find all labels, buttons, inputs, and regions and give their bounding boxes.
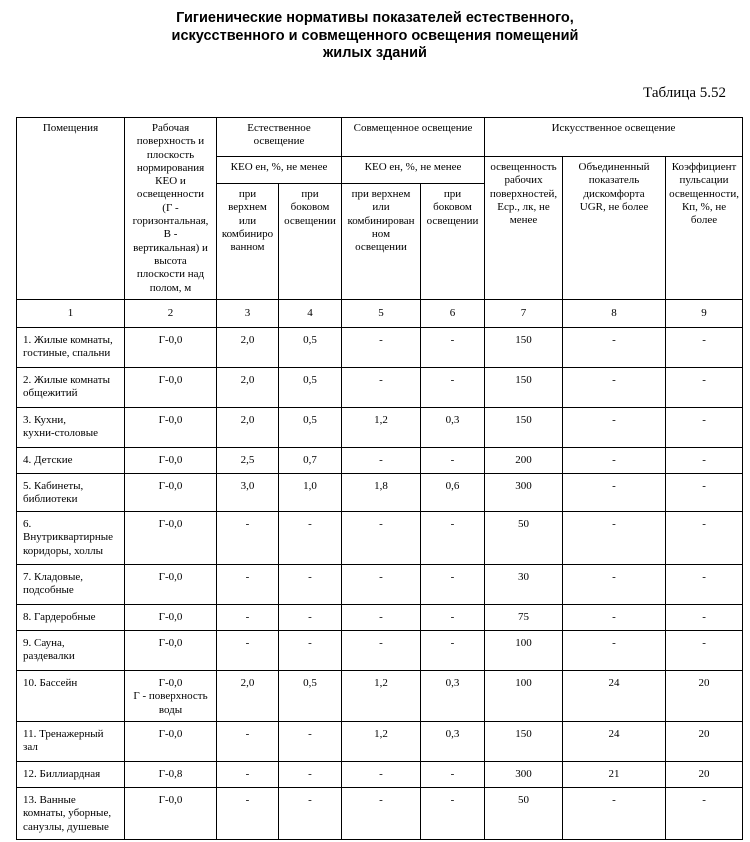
surface-cell	[125, 328, 217, 368]
value-cell-c9: -	[666, 474, 743, 512]
value-cell-c3: -	[217, 565, 279, 605]
table-caption: Таблица 5.52	[643, 85, 726, 101]
text-line: Г-0,0	[158, 794, 183, 806]
value-cell-c9: -	[666, 512, 743, 565]
surface-cell	[125, 448, 217, 474]
surface-cell	[125, 512, 217, 565]
value-cell-c9: -	[666, 631, 743, 671]
text-line: кухни-столовые	[23, 427, 98, 440]
header-combined: Совмещенное освещение	[342, 118, 485, 157]
text-line: или	[238, 214, 257, 227]
text-line: 9. Сауна,	[23, 637, 65, 649]
table-row	[17, 605, 743, 631]
value-cell-c5: 1,8	[342, 474, 421, 512]
value-cell-c3: -	[217, 605, 279, 631]
value-cell-c9: -	[666, 368, 743, 408]
table-row	[17, 671, 743, 722]
value-cell-c5: -	[342, 328, 421, 368]
text-line: Г - поверхность	[133, 690, 208, 703]
value-cell-c9: -	[666, 408, 743, 448]
surface-cell	[125, 474, 217, 512]
text-line: нормирования	[136, 161, 205, 174]
value-cell-c5: -	[342, 448, 421, 474]
text-line: 3. Кухни,	[23, 414, 67, 426]
surface-cell	[125, 408, 217, 448]
table-row	[17, 788, 743, 840]
text-line: Г-0,0	[158, 374, 183, 386]
value-cell-c8: 24	[563, 671, 666, 722]
value-cell-c6: 0,3	[421, 671, 485, 722]
value-cell-c4: -	[279, 512, 342, 565]
value-cell-c4: 0,5	[279, 368, 342, 408]
text-line: при	[443, 188, 462, 200]
value-cell-c7: 30	[485, 565, 563, 605]
value-cell-c8: -	[563, 605, 666, 631]
text-line: полом, м	[149, 281, 192, 294]
text-line: ном	[371, 227, 391, 240]
value-cell-c4: -	[279, 762, 342, 788]
text-line: поверхностей,	[489, 187, 558, 200]
value-cell-c5: 1,2	[342, 408, 421, 448]
value-cell-c6: 0,6	[421, 474, 485, 512]
value-cell-c7: 50	[485, 788, 563, 840]
header-keo-combined: КЕО ен, %, не менее	[342, 157, 485, 184]
table-row	[17, 762, 743, 788]
value-cell-c5: 1,2	[342, 671, 421, 722]
text-line: боковом	[290, 201, 330, 214]
value-cell-c9: -	[666, 328, 743, 368]
table-row	[17, 328, 743, 368]
text-line: или	[372, 201, 390, 214]
value-cell-c6: -	[421, 565, 485, 605]
column-number: 7	[485, 300, 563, 328]
value-cell-c9: -	[666, 448, 743, 474]
text-line: гостиные, спальни	[23, 347, 111, 360]
value-cell-c3: -	[217, 788, 279, 840]
table-row	[17, 408, 743, 448]
text-line: освещении	[284, 214, 336, 227]
table-row	[17, 722, 743, 762]
value-cell-c4: -	[279, 631, 342, 671]
value-cell-c6: -	[421, 512, 485, 565]
text-line: UGR, не более	[579, 200, 649, 213]
text-line: В -	[163, 228, 178, 241]
text-line: Г-0,0	[158, 454, 183, 466]
text-line: освещении	[426, 214, 479, 227]
column-number: 1	[17, 300, 125, 328]
column-number: 5	[342, 300, 421, 328]
text-line: воды	[158, 703, 183, 716]
value-cell-c4: -	[279, 722, 342, 762]
table-row	[17, 631, 743, 671]
text-line: дискомфорта	[583, 187, 645, 200]
column-number: 4	[279, 300, 342, 328]
value-cell-c7: 100	[485, 671, 563, 722]
surface-cell	[125, 722, 217, 762]
text-line: Рабочая	[151, 122, 190, 134]
value-cell-c3: 2,5	[217, 448, 279, 474]
value-cell-c6: -	[421, 368, 485, 408]
value-cell-c3: -	[217, 631, 279, 671]
text-line: комбинирован	[347, 214, 415, 227]
value-cell-c3: 2,0	[217, 408, 279, 448]
column-number: 6	[421, 300, 485, 328]
table-row	[17, 448, 743, 474]
column-number: 2	[125, 300, 217, 328]
text-line: при	[238, 188, 257, 200]
room-name-cell	[17, 368, 125, 408]
text-line: Объединенный	[578, 161, 650, 173]
text-line: библиотеки	[23, 493, 78, 506]
room-name-cell	[17, 671, 125, 722]
surface-cell	[125, 788, 217, 840]
header-illuminance	[485, 157, 563, 300]
text-line: 1. Жилые комнаты,	[23, 334, 113, 346]
surface-cell	[125, 631, 217, 671]
header-rooms: Помещения	[17, 118, 125, 300]
text-line: плоскость	[146, 148, 195, 161]
title-line: искусственного и совмещенного освещения помещений	[171, 27, 579, 44]
text-line: освещенности,	[669, 187, 739, 200]
text-line: горизонтальная,	[132, 215, 209, 228]
text-line: Г-0,0	[158, 518, 183, 530]
value-cell-c8: 21	[563, 762, 666, 788]
text-line: зал	[23, 741, 38, 754]
text-line: Г-0,0	[158, 571, 183, 583]
text-line: Г-0,0	[158, 414, 183, 426]
table-row	[17, 565, 743, 605]
value-cell-c9: -	[666, 788, 743, 840]
value-cell-c3: -	[217, 762, 279, 788]
text-line: 10. Бассейн	[23, 677, 78, 689]
value-cell-c7: 50	[485, 512, 563, 565]
value-cell-c6: -	[421, 448, 485, 474]
room-name-cell	[17, 605, 125, 631]
column-number: 3	[217, 300, 279, 328]
text-line: высота	[154, 254, 187, 267]
value-cell-c5: -	[342, 605, 421, 631]
room-name-cell	[17, 328, 125, 368]
text-line: 4. Детские	[23, 454, 73, 466]
value-cell-c7: 150	[485, 408, 563, 448]
value-cell-c6: 0,3	[421, 722, 485, 762]
header-natural-side	[279, 184, 342, 300]
value-cell-c8: -	[563, 474, 666, 512]
text-line: Г-0,8	[158, 768, 183, 780]
room-name-cell	[17, 762, 125, 788]
text-line: при верхнем	[351, 188, 411, 200]
value-cell-c7: 150	[485, 722, 563, 762]
value-cell-c4: -	[279, 788, 342, 840]
header-surface	[125, 118, 217, 300]
text-line: 11. Тренажерный	[23, 728, 104, 740]
value-cell-c4: 0,5	[279, 328, 342, 368]
surface-cell	[125, 671, 217, 722]
value-cell-c6: -	[421, 762, 485, 788]
value-cell-c7: 150	[485, 368, 563, 408]
room-name-cell	[17, 408, 125, 448]
room-name-cell	[17, 722, 125, 762]
text-line: комбиниро	[221, 227, 274, 240]
value-cell-c5: -	[342, 368, 421, 408]
value-cell-c3: 2,0	[217, 671, 279, 722]
text-line: Внутриквартирные	[23, 531, 114, 544]
text-line: (Г -	[162, 201, 179, 214]
norms-table	[16, 117, 743, 840]
text-line: рабочих	[504, 174, 543, 187]
value-cell-c7: 100	[485, 631, 563, 671]
text-line: показатель	[588, 174, 640, 187]
text-line: вертикальная) и	[133, 241, 208, 254]
text-line: при	[301, 188, 319, 200]
text-line: Г-0,0	[158, 728, 183, 740]
header-natural	[217, 118, 342, 157]
text-line: менее	[509, 214, 538, 227]
text-line: санузлы, душевые	[23, 820, 109, 833]
header-keo-natural: КЕО ен, %, не менее	[217, 157, 342, 184]
value-cell-c5: -	[342, 631, 421, 671]
value-cell-c5: -	[342, 512, 421, 565]
text-line: 7. Кладовые,	[23, 571, 84, 583]
text-line: 8. Гардеробные	[23, 611, 96, 623]
surface-cell	[125, 368, 217, 408]
value-cell-c6: -	[421, 788, 485, 840]
value-cell-c8: -	[563, 565, 666, 605]
value-cell-c5: -	[342, 565, 421, 605]
text-line: поверхность и	[136, 135, 205, 148]
value-cell-c8: -	[563, 328, 666, 368]
text-line: общежитий	[23, 387, 78, 400]
value-cell-c5: -	[342, 762, 421, 788]
text-line: коридоры, холлы	[23, 544, 103, 557]
value-cell-c6: 0,3	[421, 408, 485, 448]
value-cell-c3: -	[217, 512, 279, 565]
text-line: освещенности	[136, 188, 205, 201]
column-number: 8	[563, 300, 666, 328]
value-cell-c7: 150	[485, 328, 563, 368]
room-name-cell	[17, 631, 125, 671]
header-artificial: Искусственное освещение	[485, 118, 743, 157]
value-cell-c8: -	[563, 788, 666, 840]
table-row	[17, 368, 743, 408]
value-cell-c3: 2,0	[217, 328, 279, 368]
text-line: освещенность	[490, 161, 557, 173]
text-line: освещение	[253, 135, 305, 148]
text-line: 12. Биллиардная	[23, 768, 101, 780]
text-line: 5. Кабинеты,	[23, 480, 84, 492]
text-line: Естественное	[247, 122, 311, 134]
value-cell-c4: 0,5	[279, 671, 342, 722]
value-cell-c4: 0,7	[279, 448, 342, 474]
header-combined-top	[342, 184, 421, 300]
value-cell-c3: 3,0	[217, 474, 279, 512]
value-cell-c8: -	[563, 408, 666, 448]
text-line: 6.	[23, 518, 32, 530]
table-row	[17, 512, 743, 565]
text-line: 13. Ванные	[23, 794, 76, 806]
text-line: плоскости над	[136, 268, 205, 281]
header-combined-side	[421, 184, 485, 300]
text-line: 2. Жилые комнаты	[23, 374, 110, 386]
text-line: подсобные	[23, 584, 74, 597]
text-line: Кп, %, не	[681, 200, 727, 213]
value-cell-c9: 20	[666, 722, 743, 762]
room-name-cell	[17, 788, 125, 840]
value-cell-c5: -	[342, 788, 421, 840]
value-cell-c8: 24	[563, 722, 666, 762]
value-cell-c9: 20	[666, 671, 743, 722]
text-line: Г-0,0	[158, 677, 183, 689]
surface-cell	[125, 605, 217, 631]
text-line: ванном	[230, 241, 265, 254]
value-cell-c4: -	[279, 565, 342, 605]
document-title	[0, 10, 750, 63]
value-cell-c7: 75	[485, 605, 563, 631]
value-cell-c6: -	[421, 631, 485, 671]
value-cell-c7: 300	[485, 762, 563, 788]
header-ugr	[563, 157, 666, 300]
text-line: пульсации	[679, 174, 729, 187]
text-line: Коэффициент	[671, 161, 737, 173]
value-cell-c8: -	[563, 631, 666, 671]
value-cell-c4: -	[279, 605, 342, 631]
text-line: комнаты, уборные,	[23, 807, 112, 820]
value-cell-c6: -	[421, 328, 485, 368]
text-line: Г-0,0	[158, 334, 183, 346]
column-number: 9	[666, 300, 743, 328]
room-name-cell	[17, 512, 125, 565]
value-cell-c3: -	[217, 722, 279, 762]
value-cell-c9: -	[666, 605, 743, 631]
text-line: освещении	[355, 241, 407, 254]
title-line: Гигиенические нормативы показателей естественного,	[176, 10, 574, 26]
header-natural-top	[217, 184, 279, 300]
table-body	[17, 328, 743, 840]
text-line: КЕО и	[155, 175, 186, 188]
room-name-cell	[17, 565, 125, 605]
text-line: верхнем	[228, 201, 267, 214]
value-cell-c8: -	[563, 368, 666, 408]
value-cell-c8: -	[563, 448, 666, 474]
room-name-cell	[17, 448, 125, 474]
value-cell-c4: 0,5	[279, 408, 342, 448]
value-cell-c7: 200	[485, 448, 563, 474]
text-line: более	[690, 214, 718, 227]
value-cell-c3: 2,0	[217, 368, 279, 408]
text-line: Г-0,0	[158, 480, 183, 492]
value-cell-c5: 1,2	[342, 722, 421, 762]
text-line: боковом	[433, 201, 472, 214]
surface-cell	[125, 565, 217, 605]
value-cell-c7: 300	[485, 474, 563, 512]
text-line: раздевалки	[23, 650, 75, 663]
header-pulse	[666, 157, 743, 300]
value-cell-c9: -	[666, 565, 743, 605]
value-cell-c8: -	[563, 512, 666, 565]
text-line: Г-0,0	[158, 611, 183, 623]
room-name-cell	[17, 474, 125, 512]
text-line: Г-0,0	[158, 637, 183, 649]
table-row	[17, 474, 743, 512]
surface-cell	[125, 762, 217, 788]
title-line: жилых зданий	[323, 45, 427, 61]
value-cell-c6: -	[421, 605, 485, 631]
text-line: Еср., лк, не	[497, 200, 550, 213]
value-cell-c9: 20	[666, 762, 743, 788]
value-cell-c4: 1,0	[279, 474, 342, 512]
